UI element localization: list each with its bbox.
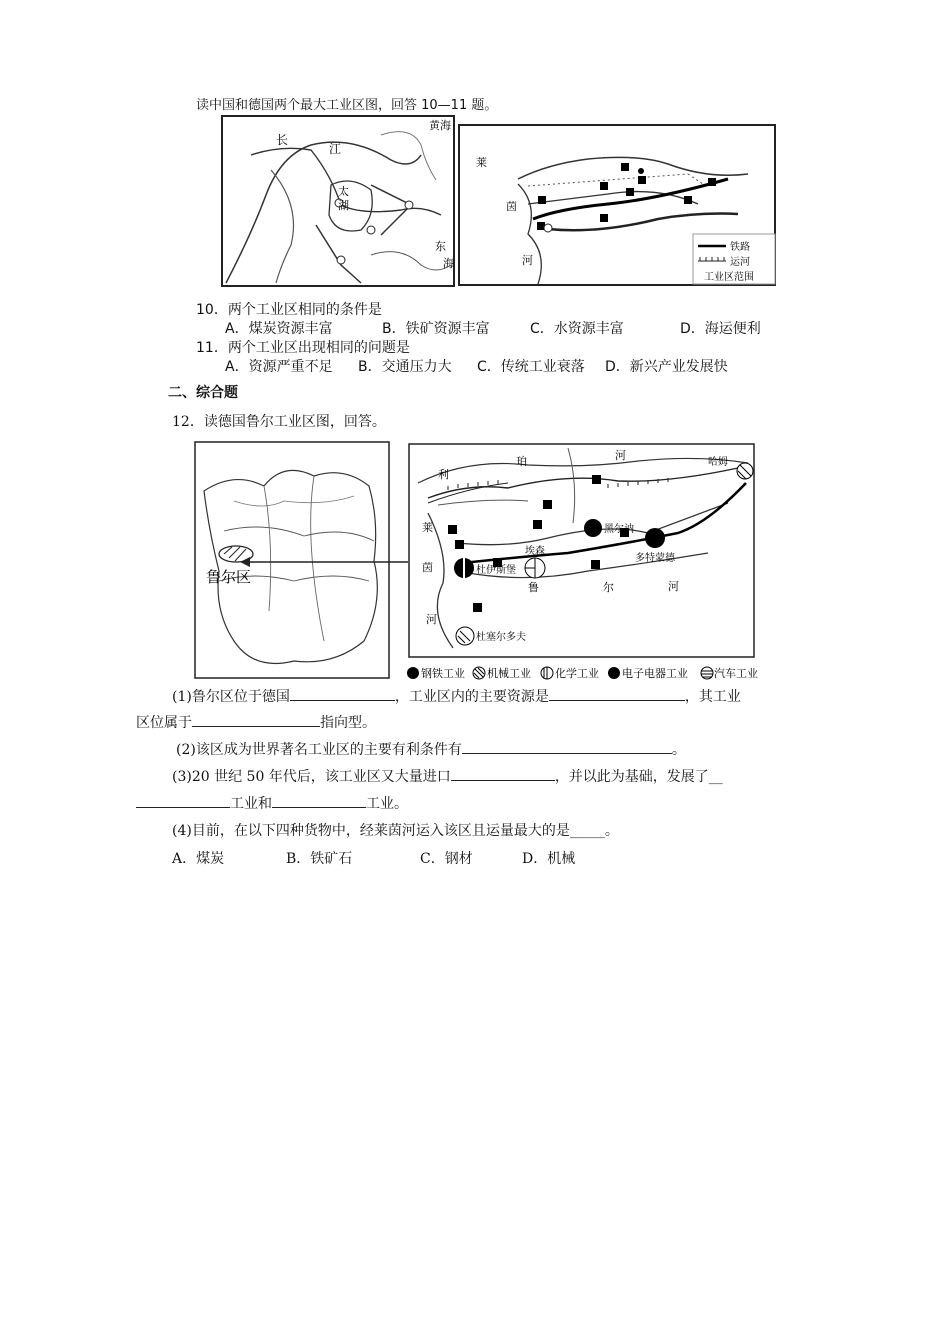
q12-sub4: (4)目前，在以下四种货物中，经莱茵河运入该区且运量最大的是_____。: [172, 823, 619, 839]
china-label-chang: 长: [276, 133, 289, 147]
ruhr-label-he2: 河: [426, 613, 437, 626]
answer-blank-industry1[interactable]: [136, 793, 230, 808]
answer-blank-orientation[interactable]: [192, 712, 320, 727]
legend-steel: 钢铁工业: [421, 667, 465, 680]
section-title: 二、综合题: [168, 385, 238, 401]
china-label-hai: 海: [443, 257, 454, 270]
q11-option-d: D．新兴产业发展快: [605, 359, 728, 375]
city-dusseldorf: 杜塞尔多夫: [476, 632, 526, 643]
steel-legend-icon: [407, 667, 419, 679]
legend-automobile: 汽车工业: [714, 667, 758, 680]
q12-option-c: C．钢材: [420, 851, 473, 867]
city-hamm: 哈姆: [708, 457, 728, 468]
ruhr-label-lai: 莱: [422, 521, 433, 534]
china-label-jiang: 江: [329, 142, 342, 156]
arrow-to-detail: [240, 555, 410, 569]
germany-label-he: 河: [522, 254, 533, 267]
q10-option-d: D．海运便利: [680, 321, 761, 337]
china-label-dong: 东: [435, 240, 446, 253]
legend-chemical: 化学工业: [555, 667, 599, 680]
germany-label-lai: 莱: [476, 156, 487, 169]
china-label-tai: 太: [338, 185, 349, 198]
answer-blank-conditions[interactable]: [462, 739, 672, 754]
q12-option-b: B．铁矿石: [286, 851, 353, 867]
q10-option-a: A．煤炭资源丰富: [225, 321, 333, 337]
city-essen: 埃森: [525, 546, 545, 557]
legend-machinery: 机械工业: [487, 667, 531, 680]
legend-railway: 铁路: [730, 242, 750, 253]
answer-blank-resource[interactable]: [549, 686, 685, 701]
electronics-legend-icon: [608, 667, 620, 679]
china-industrial-map: [221, 115, 455, 287]
q10-option-c: C．水资源丰富: [530, 321, 624, 337]
legend-electronics: 电子电器工业: [622, 667, 688, 680]
q12-sub3-line1: (3)20 世纪 50 年代后，该工业区又大量进口 ，并以此为基础，发展了__: [172, 766, 723, 786]
q11-option-a: A．资源严重不足: [225, 359, 333, 375]
q10-option-b: B．铁矿资源丰富: [382, 321, 490, 337]
ruhr-label-li: 利: [438, 468, 449, 481]
ruhr-label-he3: 河: [668, 580, 679, 593]
ruhr-label-lu: 鲁: [528, 581, 539, 594]
germany-label-yin: 茵: [506, 200, 517, 213]
q12-option-d: D．机械: [522, 851, 576, 867]
germany-industrial-map: [458, 124, 776, 286]
ruhr-label-er: 尔: [603, 581, 614, 594]
ruhr-legend: [404, 664, 764, 682]
ruhr-label-he1: 河: [615, 449, 626, 462]
q12-sub2: (2)该区成为世界著名工业区的主要有利条件有 。: [176, 739, 686, 759]
q11-option-b: B．交通压力大: [358, 359, 452, 375]
q10-stem: 10．两个工业区相同的条件是: [196, 302, 382, 318]
q11-option-c: C．传统工业衰落: [477, 359, 585, 375]
city-dortmund: 多特蒙德: [635, 553, 675, 564]
answer-blank-industry2[interactable]: [272, 793, 366, 808]
q12-sub1-line2: 区位属于 指向型。: [136, 712, 376, 732]
legend-canal: 运河: [730, 257, 750, 268]
answer-blank-import[interactable]: [451, 766, 555, 781]
intro-text: 读中国和德国两个最大工业区图，回答 10—11 题。: [196, 98, 498, 113]
q12-stem: 12．读德国鲁尔工业区图，回答。: [172, 414, 386, 430]
city-duisburg: 杜伊斯堡: [476, 565, 516, 576]
q11-stem: 11．两个工业区出现相同的问题是: [196, 340, 410, 356]
city-gelsenkirchen: 黑尔讷: [604, 524, 634, 535]
ruhr-label-yin: 茵: [422, 561, 433, 574]
china-label-huanghai: 黄海: [429, 119, 451, 132]
ruhr-region-label: 鲁尔区: [206, 568, 252, 586]
ruhr-detail-map: [408, 443, 755, 658]
ruhr-label-po: 珀: [516, 455, 527, 468]
q12-option-a: A．煤炭: [172, 851, 225, 867]
china-label-hu: 湖: [338, 199, 349, 212]
q12-sub3-line2: 工业和 工业。: [136, 793, 408, 813]
legend-area: 工业区范围: [704, 272, 754, 283]
q12-sub1-line1: (1)鲁尔区位于德国 ，工业区内的主要资源是 ，其工业: [172, 686, 741, 706]
answer-blank-location[interactable]: [290, 686, 395, 701]
